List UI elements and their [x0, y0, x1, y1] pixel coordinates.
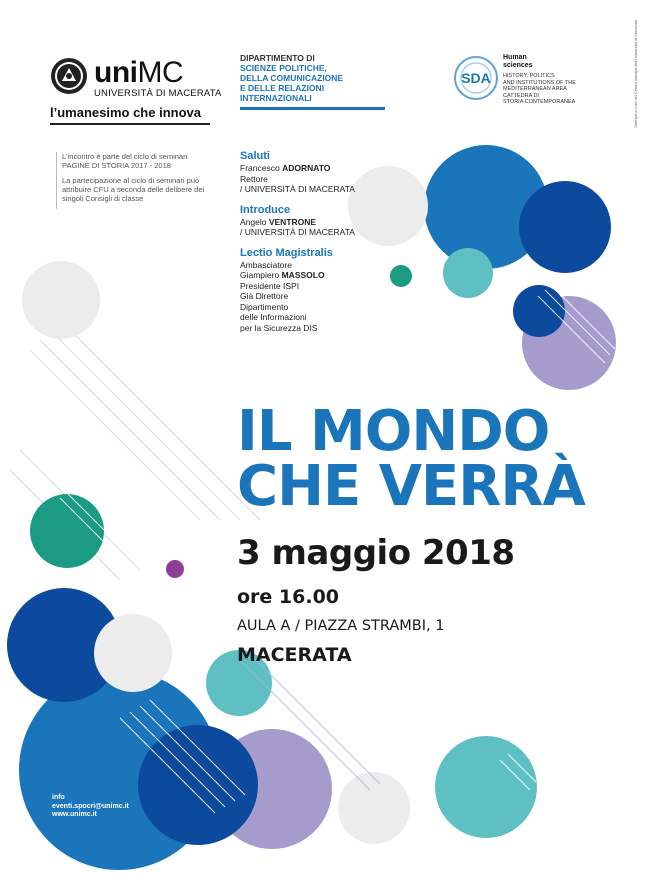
print-credit-text: Stampa a cura del Centro stampa dell'Università di Macerata: [633, 20, 638, 128]
speaker-surname: MASSOLO: [281, 270, 325, 280]
logo-wordmark-light: MC: [137, 56, 184, 89]
event-venue: AULA A / PIAZZA STRAMBI, 1: [237, 618, 445, 634]
saluti-heading: Saluti: [240, 150, 270, 162]
saluti-section: [240, 150, 400, 195]
event-title-line-2: CHE VERRÀ: [237, 454, 585, 519]
logo-wordmark-bold: uni: [94, 56, 138, 89]
sda-emblem-icon: [452, 56, 500, 100]
sda-title-line: sciences: [503, 62, 533, 69]
sda-text-line: AND INSTITUTIONS OF THE: [503, 79, 576, 86]
lectio-line: Presidente ISPI: [240, 280, 300, 291]
speaker-surname: ADORNATO: [282, 163, 331, 173]
event-title: [237, 399, 585, 519]
svg-text:SDA: SDA: [461, 70, 491, 86]
sda-text-line: STORIA CONTEMPORANEA: [503, 99, 576, 105]
department-underline: [240, 107, 385, 110]
circle-darkblue-overlap: [513, 285, 565, 337]
sda-title: [503, 54, 533, 70]
lectio-line: Dipartimento: [240, 301, 289, 312]
department-name-line-3: E DELLE RELAZIONI INTERNAZIONALI: [240, 83, 325, 103]
contact-website[interactable]: www.unimc.it: [52, 811, 97, 818]
speaker-surname: VENTRONE: [268, 216, 317, 227]
lectio-line: delle Informazioni: [240, 312, 307, 322]
saluti-line: / UNIVERSITÀ DI MACERATA: [240, 184, 355, 194]
contact-email[interactable]: eventi.spocri@unimc.it: [52, 802, 129, 810]
university-name: UNIVERSITÀ DI MACERATA: [94, 88, 222, 99]
circle-teal-mid: [443, 248, 493, 298]
lectio-line: Già Direttore: [240, 291, 289, 301]
sda-title-line: Human: [503, 54, 527, 61]
introduce-line: / UNIVERSITÀ DI MACERATA: [240, 227, 355, 237]
sda-description: [503, 73, 591, 106]
lectio-line: per la Sicurezza DIS: [240, 322, 318, 333]
event-time: ore 16.00: [237, 586, 340, 608]
speaker-first-name: Angelo: [240, 216, 267, 227]
print-credit: [633, 20, 641, 140]
saluti-speaker: [240, 163, 400, 174]
seminar-cycle-text: L'incontro è parte del ciclo di seminari PAGINE DI STORIA 2017 - 2018: [62, 152, 188, 170]
sda-logo-block: [452, 52, 592, 110]
introduce-heading: Introduce: [240, 203, 291, 216]
department-name-line-2: DELLA COMUNICAZIONE: [240, 73, 344, 83]
sda-text-line: MEDITERRANEAN AREA: [503, 86, 567, 92]
circle-purple-dot: [166, 560, 184, 578]
lectio-role: Ambasciatore: [240, 259, 292, 270]
logo-wordmark: [94, 55, 183, 91]
introduce-section: [240, 204, 400, 238]
cfu-note-text: La partecipazione al ciclo di seminari può attribuire CFU a seconda delle delibere dei singoli Consigli di classe: [62, 176, 205, 203]
tagline: l’umanesimo che innova: [50, 105, 201, 120]
event-title-line-1: IL MONDO: [237, 399, 550, 464]
department-name-line-1: SCIENZE POLITICHE,: [240, 63, 327, 73]
department-block: [240, 53, 390, 110]
speaker-first-name: Francesco: [240, 163, 280, 173]
contact-info: [52, 794, 172, 820]
department-label: DIPARTIMENTO DI: [240, 53, 315, 63]
speaker-first-name: Giampiero: [240, 270, 280, 280]
seminar-cycle-note: [56, 152, 212, 209]
program-block: [240, 150, 400, 342]
event-date: 3 maggio 2018: [237, 533, 515, 573]
circle-gray-left: [22, 261, 100, 339]
unimc-logo: [50, 55, 222, 125]
sda-text-line: CATTEDRA DI: [503, 92, 539, 99]
university-seal-icon: [50, 57, 88, 95]
circle-darkblue-bottom: [138, 725, 258, 845]
circle-gray-bottom-left: [94, 614, 172, 692]
lectio-heading: Lectio Magistralis: [240, 246, 333, 259]
circle-darkblue-right: [519, 181, 611, 273]
tagline-underline: [50, 123, 210, 125]
circle-teal-bottom-right: [435, 736, 537, 838]
lectio-speaker: [240, 270, 400, 281]
lectio-section: [240, 247, 400, 334]
contact-label: info: [52, 794, 65, 801]
saluti-line: Rettore: [240, 173, 268, 184]
circle-gray-bottom: [338, 772, 410, 844]
introduce-speaker: [240, 217, 400, 228]
event-city: MACERATA: [237, 644, 352, 666]
sda-text-line: HISTORY, POLITICS: [503, 73, 555, 79]
